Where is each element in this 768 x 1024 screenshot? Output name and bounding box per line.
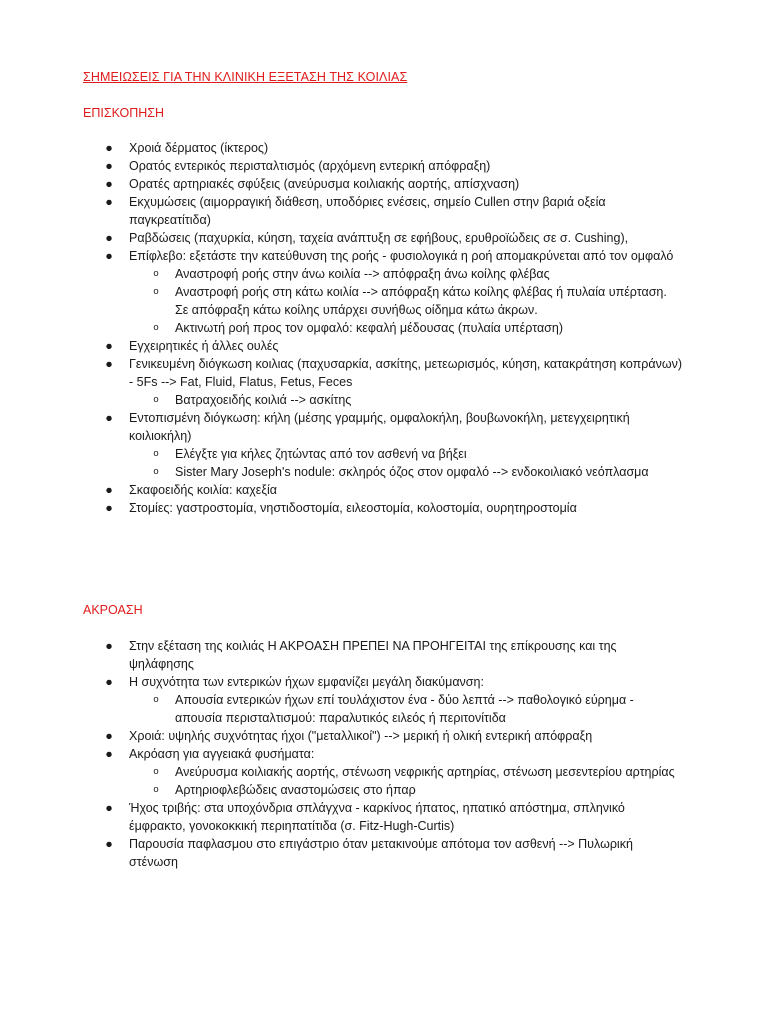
list-item-text: Στομίες: γαστροστομία, νηστιδοστομία, ειλεοστομία, κολοστομία, ουρητηροστομία [129, 501, 577, 515]
list-item-text: Ακτινωτή ροή προς τον ομφαλό: κεφαλή μέδουσας (πυλαία υπέρταση) [175, 321, 564, 335]
sub-list-item [83, 283, 683, 319]
list-item-text: Βατραχοειδής κοιλιά --> ασκίτης [175, 393, 352, 407]
bullet-icon: ● [105, 231, 113, 245]
bullet-icon: ● [105, 675, 113, 689]
bullet-icon: ● [105, 729, 113, 743]
list-item-text: Ανεύρυσμα κοιλιακής αορτής, στένωση νεφρικής αρτηρίας, στένωση μεσεντερίου αρτηρίας [175, 765, 675, 779]
list-item-text: Επίφλεβο: εξετάστε την κατεύθυνση της ροής - φυσιολογικά η ροή απομακρύνεται από τον ομφαλό [129, 249, 674, 263]
sub-list-item [83, 463, 683, 481]
bullet-icon: o [153, 694, 159, 705]
auscultation-list [83, 637, 683, 871]
list-item [83, 157, 683, 175]
list-item [83, 673, 683, 691]
list-item-text: Ήχος τριβής: στα υποχόνδρια σπλάγχνα - καρκίνος ήπατος, ηπατικό απόστημα, σπληνικό έμφρακτο, γονοκοκκική περιηπατίτιδα (σ. Fitz-Hugh-Curtis) [129, 801, 625, 833]
list-item-text: Ραβδώσεις (παχυρκία, κύηση, ταχεία ανάπτυξη σε εφήβους, ερυθροϊώδεις σε σ. Cushing), [129, 231, 629, 245]
bullet-icon: ● [105, 411, 113, 425]
sub-list-item [83, 319, 683, 337]
bullet-icon: ● [105, 141, 113, 155]
list-item-text: Εγχειρητικές ή άλλες ουλές [129, 339, 279, 353]
list-item [83, 139, 683, 157]
list-item-text: Αρτηριοφλεβώδεις αναστομώσεις στο ήπαρ [175, 783, 416, 797]
bullet-icon: o [153, 766, 159, 777]
bullet-icon: ● [105, 177, 113, 191]
bullet-icon: ● [105, 195, 113, 209]
bullet-icon: ● [105, 837, 113, 851]
list-item-text: Στην εξέταση της κοιλιάς Η ΑΚΡΟΑΣΗ ΠΡΕΠΕΙ ΝΑ ΠΡΟΗΓΕΙΤΑΙ της επίκρουσης και της ψηλάφησης [129, 639, 617, 671]
list-item [83, 637, 683, 673]
list-item-text: Χροιά δέρματος (ίκτερος) [129, 141, 269, 155]
bullet-icon: o [153, 286, 159, 297]
bullet-icon: o [153, 784, 159, 795]
list-item [83, 193, 683, 229]
sub-list-item [83, 763, 683, 781]
list-item [83, 799, 683, 835]
list-item [83, 355, 683, 391]
list-item [83, 337, 683, 355]
list-item-text: Ελέγξτε για κήλες ζητώντας από τον ασθενή να βήξει [175, 447, 467, 461]
sub-list-item [83, 445, 683, 463]
list-item [83, 247, 683, 265]
bullet-icon: ● [105, 357, 113, 371]
list-item [83, 727, 683, 745]
sub-list-item [83, 265, 683, 283]
bullet-icon: ● [105, 339, 113, 353]
bullet-icon: o [153, 448, 159, 459]
list-item [83, 481, 683, 499]
list-item-text: Γενικευμένη διόγκωση κοιλιας (παχυσαρκία, ασκίτης, μετεωρισμός, κύηση, κατακράτηση κοπράνων) - 5Fs --> Fat, Fluid, Flatus, Fetus, Feces [129, 357, 683, 389]
list-item [83, 229, 683, 247]
sub-list-item [83, 391, 683, 409]
list-item-text: Αναστροφή ροής στη κάτω κοιλία --> απόφραξη κάτω κοίλης φλέβας ή πυλαία υπέρταση. Σε απόφραξη κάτω κοίλης υπάρχει συνήθως οίδημα κάτω άκρων. [175, 285, 667, 317]
list-item-text: Παρουσία παφλασμου στο επιγάστριο όταν μετακινούμε απότομα τον ασθενή --> Πυλωρική στένωση [129, 837, 633, 869]
bullet-icon: o [153, 466, 159, 477]
section-heading-inspection: ΕΠΙΣΚΟΠΗΣΗ [83, 106, 165, 120]
list-item-text: Απουσία εντερικών ήχων επί τουλάχιστον ένα - δύο λεπτά --> παθολογικό εύρημα - απουσία περισταλτισμού: παραλυτικός ειλεός ή περιτονίτιδα [175, 693, 634, 725]
list-item-text: Ακρόαση για αγγειακά φυσήματα: [129, 747, 315, 761]
list-item-text: Εκχυμώσεις (αιμορραγική διάθεση, υποδόριες ενέσεις, σημείο Cullen στην βαριά οξεία παγκρεατίτιδα) [129, 195, 606, 227]
list-item-text: Η συχνότητα των εντερικών ήχων εμφανίζει μεγάλη διακύμανση: [129, 675, 484, 689]
sub-list-item [83, 781, 683, 799]
list-item-text: Σκαφοειδής κοιλία: καχεξία [129, 483, 277, 497]
bullet-icon: ● [105, 159, 113, 173]
list-item-text: Εντοπισμένη διόγκωση: κήλη (μέσης γραμμής, ομφαλοκήλη, βουβωνοκήλη, μετεγχειρητική κοιλιοκήλη) [129, 411, 630, 443]
document-title: ΣΗΜΕΙΩΣΕΙΣ ΓΙΑ ΤΗΝ ΚΛΙΝΙΚΗ ΕΞΕΤΑΣΗ ΤΗΣ ΚΟΙΛΙΑΣ [83, 70, 408, 84]
list-item-text: Ορατές αρτηριακές σφύξεις (ανεύρυσμα κοιλιακής αορτής, απίσχναση) [129, 177, 520, 191]
sub-list-item [83, 691, 683, 727]
list-item-text: Χροιά: υψηλής συχνότητας ήχοι ("μεταλλικοί") --> μερική ή ολική εντερική απόφραξη [129, 729, 593, 743]
bullet-icon: ● [105, 501, 113, 515]
bullet-icon: ● [105, 639, 113, 653]
list-item [83, 745, 683, 763]
list-item-text: Sister Mary Joseph's nodule: σκληρός όζος στον ομφαλό --> ενδοκοιλιακό νεόπλασμα [175, 465, 649, 479]
list-item [83, 409, 683, 445]
list-item-text: Ορατός εντερικός περισταλτισμός (αρχόμενη εντερική απόφραξη) [129, 159, 491, 173]
bullet-icon: o [153, 322, 159, 333]
bullet-icon: o [153, 394, 159, 405]
inspection-list [83, 139, 683, 517]
bullet-icon: ● [105, 801, 113, 815]
bullet-icon: o [153, 268, 159, 279]
bullet-icon: ● [105, 483, 113, 497]
list-item [83, 175, 683, 193]
bullet-icon: ● [105, 747, 113, 761]
list-item [83, 499, 683, 517]
list-item-text: Αναστροφή ροής στην άνω κοιλία --> απόφραξη άνω κοίλης φλέβας [175, 267, 550, 281]
section-heading-auscultation: ΑΚΡΟΑΣΗ [83, 603, 143, 617]
list-item [83, 835, 683, 871]
bullet-icon: ● [105, 249, 113, 263]
